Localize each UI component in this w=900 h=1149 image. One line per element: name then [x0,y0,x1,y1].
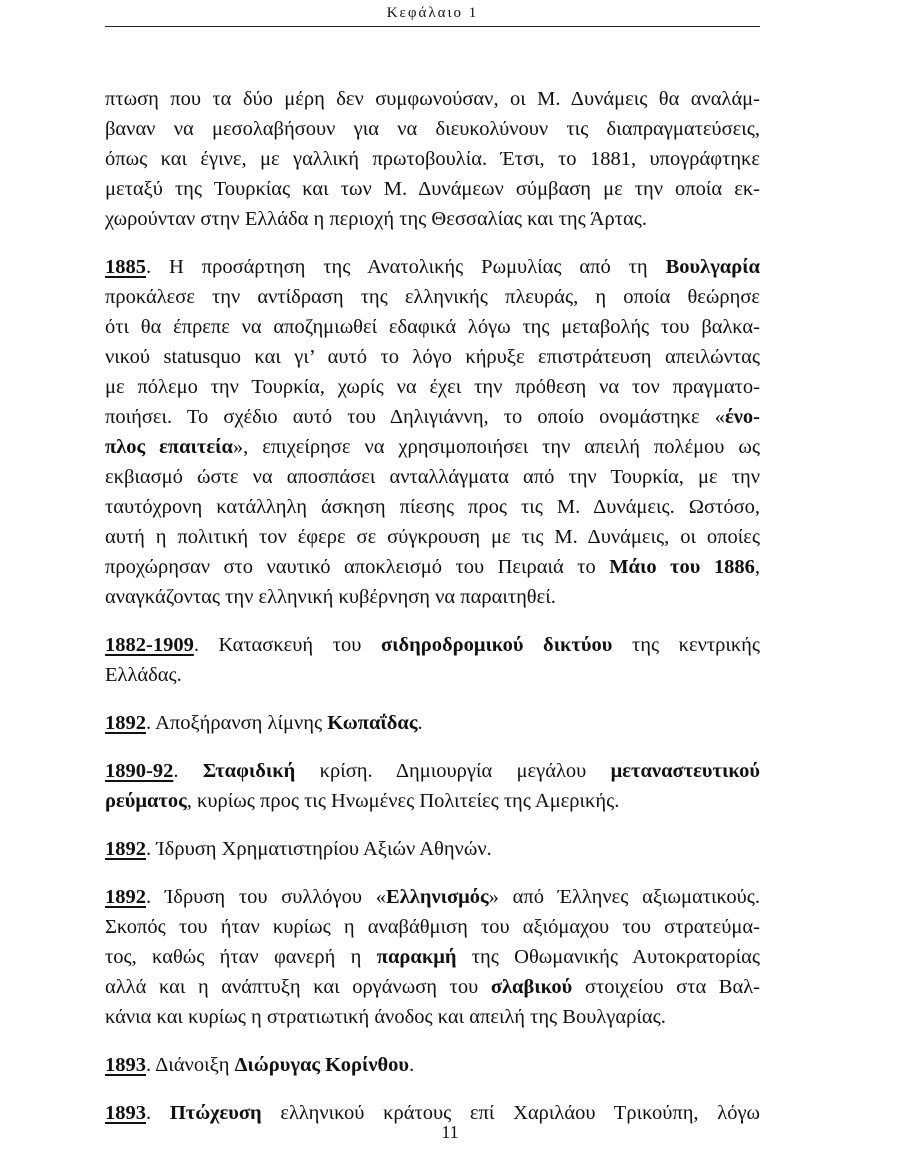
text-line [105,402,760,432]
running-header [105,0,760,27]
text-run: . [146,1102,170,1124]
text-run: της κεντρικής [612,634,761,656]
text-line: αναγκάζοντας την ελληνική κυβέρνηση να παραιτηθεί. [105,586,556,608]
bold-term: ρεύματος [105,790,187,812]
text-line: κάνια και κυρίως η στρατιωτική άνοδος και απειλή της Βουλγαρίας. [105,1006,666,1028]
chapter-title: Κεφάλαιο 1 [386,5,479,21]
text-line: Ελλάδας. [105,664,182,686]
text-line [105,882,760,912]
text-line [105,630,760,660]
text-line: ταυτόχρονη κατάλληλη άσκηση πίεσης προς τις Μ. Δυνάμεις. Ωστόσο, [105,496,760,518]
text-run: », επιχείρησε να χρησιμοποιήσει την απειλή πολέμου ως [232,436,760,458]
paragraph-1885 [105,252,760,612]
text-line [105,834,760,864]
year-label: 1893 [105,1102,146,1124]
bold-term: σλαβικού [490,976,573,998]
text-run: . [409,1054,415,1076]
text-run: . Διάνοιξη [146,1054,235,1076]
paragraph-1892-stock-exchange [105,834,760,864]
year-label: 1892 [105,712,146,734]
text-run: στοιχείου στα Βαλ- [572,976,760,998]
text-run: . Αποξήρανση λίμνης [146,712,328,734]
text-run: . [173,760,203,782]
text-line: όπως και έγινε, με γαλλική πρωτοβουλία. Έτσι, το 1881, υπογράφτηκε [105,148,760,170]
text-line [105,432,760,462]
year-label: 1882-1909 [105,634,194,656]
text-line [105,942,760,972]
bold-term: Μάιο του 1886 [609,556,755,578]
year-label: 1885 [105,256,146,278]
bold-term: Διώρυγας Κορίνθου [234,1054,410,1076]
text-run: . Ίδρυση του συλλόγου « [146,886,387,908]
text-run: της Οθωμανικής Αυτοκρατορίας [456,946,760,968]
text-line [105,252,760,282]
text-run: . [417,712,423,734]
text-line [105,756,760,786]
text-run: αλλά και η ανάπτυξη και οργάνωση του [105,976,491,998]
text-line [105,1050,760,1080]
text-run: κρίση. Δημιουργία μεγάλου [295,760,611,782]
bold-term: Πτώχευση [169,1102,262,1124]
paragraph-1882-1909 [105,630,760,690]
text-line: χωρούνταν στην Ελλάδα η περιοχή της Θεσσαλίας και της Άρτας. [105,208,647,230]
text-run: » από Έλληνες αξιωματικούς. [488,886,761,908]
bold-term: παρακμή [376,946,457,968]
text-run: τος, καθώς ήταν φανερή η [105,946,377,968]
bold-term: ένο- [725,406,760,428]
paragraph-1892-kopaida [105,708,760,738]
text-line: πτωση που τα δύο μέρη δεν συμφωνούσαν, οι Μ. Δυνάμεις θα αναλάμ- [105,88,760,110]
year-label: 1892 [105,838,146,860]
text-line [105,786,760,816]
text-run: , κυρίως προς τις Ηνωμένες Πολιτείες της Αμερικής. [186,790,620,812]
page-number: 11 [441,1122,459,1142]
text-run: . Ίδρυση Χρηματιστηρίου Αξιών Αθηνών. [146,838,492,860]
bold-term: πλος επαιτεία [105,436,233,458]
bold-term: Σταφιδική [202,760,296,782]
text-line [105,552,760,582]
text-line [105,972,760,1002]
bold-term: Ελληνισμός [386,886,489,908]
text-run: ποιήσει. Το σχέδιο αυτό του Δηλιγιάννη, το οποίο ονομάστηκε « [105,406,725,428]
bold-term: σιδηροδρομικού δικτύου [380,634,613,656]
text-line: νικού statusquo και γι’ αυτό το λόγο κήρυξε επιστράτευση απειλώντας [105,346,760,368]
bold-term: μεταναστευτικού [610,760,761,782]
paragraph-1881-treaty [105,84,760,234]
text-run: προχώρησαν στο ναυτικό αποκλεισμό του Πειραιά το [105,556,610,578]
year-label: 1893 [105,1054,146,1076]
bold-term: Βουλγαρία [665,256,760,278]
bold-term: Κωπαΐδας [327,712,418,734]
text-line: βαναν να μεσολαβήσουν για να διευκολύνουν τις διαπραγματεύσεις, [105,118,760,140]
paragraph-1893-corinth-canal [105,1050,760,1080]
paragraph-1892-ellinismos [105,882,760,1032]
text-line: ότι θα έπρεπε να αποζημιωθεί εδαφικά λόγω της μεταβολής του βαλκα- [105,316,760,338]
text-run: . Κατασκευή του [193,634,381,656]
text-run: ελληνικού κράτους επί Χαριλάου Τρικούπη, λόγω [261,1102,761,1124]
text-line: μεταξύ της Τουρκίας και των Μ. Δυνάμεων σύμβαση με την οποία εκ- [105,178,760,200]
text-run: . Η προσάρτηση της Ανατολικής Ρωμυλίας από τη [146,256,666,278]
text-line: εκβιασμό ώστε να αποσπάσει ανταλλάγματα από την Τουρκία, με την [105,466,760,488]
text-line: με πόλεμο την Τουρκία, χωρίς να έχει την πρόθεση να τον πραγματο- [105,376,760,398]
paragraph-1890-92 [105,756,760,816]
text-line: αυτή η πολιτική τον έφερε σε σύγκρουση με τις Μ. Δυνάμεις, οι οποίες [105,526,760,548]
text-run: , [754,556,760,578]
year-label: 1892 [105,886,146,908]
year-label: 1890-92 [105,760,174,782]
text-line: Σκοπός του ήταν κυρίως η αναβάθμιση του αξιόμαχου του στρατεύμα- [105,916,760,938]
text-line [105,708,760,738]
text-line: προκάλεσε την αντίδραση της ελληνικής πλευράς, η οποία θεώρησε [105,286,760,308]
page-body [105,84,760,1146]
